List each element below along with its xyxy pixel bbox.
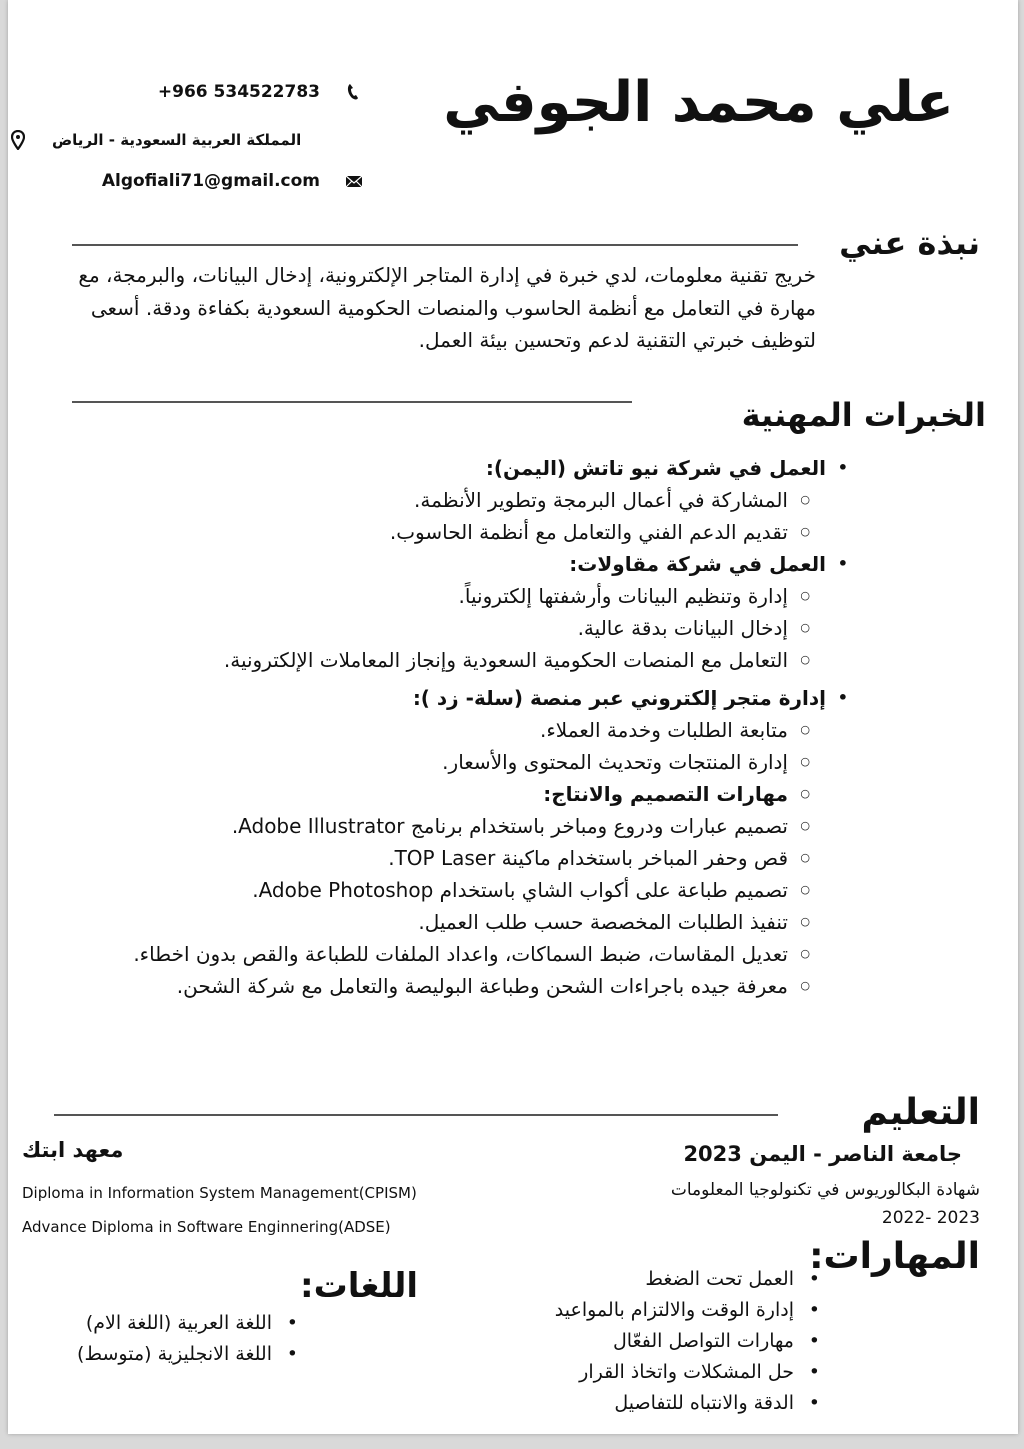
degree-years: 2023 -2022	[881, 1208, 980, 1228]
divider	[72, 244, 798, 246]
contact-email	[8, 171, 364, 191]
skill-item: • إدارة الوقت والالتزام بالمواعيد	[555, 1295, 820, 1326]
design-item: ○ تصميم عبارات ودروع ومباخر باستخدام برنامج Adobe Illustrator.	[128, 810, 810, 842]
skill-item: • مهارات التواصل الفعّال	[555, 1326, 820, 1357]
job-item: ○ المشاركة في أعمال البرمجة وتطوير الأنظمة.	[128, 484, 810, 516]
skill-item: • العمل تحت الضغط	[555, 1264, 820, 1295]
experience-heading: الخبرات المهنية	[741, 396, 986, 434]
language-item: • اللغة الانجليزية (متوسط)	[77, 1339, 298, 1370]
institute-name: معهد ابتك	[22, 1138, 124, 1162]
job-item: ○ متابعة الطلبات وخدمة العملاء.	[128, 714, 810, 746]
design-item: ○ معرفة جيده باجراءات الشحن وطباعة البوليصة والتعامل مع شركة الشحن.	[128, 970, 810, 1002]
candidate-name: علي محمد الجوفي	[443, 70, 954, 135]
phone-icon	[344, 82, 364, 102]
location-pin-icon	[8, 130, 28, 150]
education-heading: التعليم	[861, 1092, 980, 1133]
job-item: ○ إدخال البيانات بدقة عالية.	[128, 612, 810, 644]
design-item: ○ تصميم طباعة على أكواب الشاي باستخدام Adobe Photoshop.	[128, 874, 810, 906]
job-item: ○ إدارة المنتجات وتحديث المحتوى والأسعار.	[128, 746, 810, 778]
diploma: Diploma in Information System Management(CPISM)	[22, 1184, 417, 1202]
university-name: جامعة الناصر - اليمن 2023	[683, 1142, 962, 1166]
job-item: ○ تقديم الدعم الفني والتعامل مع أنظمة الحاسوب.	[128, 516, 810, 548]
languages-list	[77, 1308, 298, 1370]
envelope-icon	[344, 171, 364, 191]
job-title: • العمل في شركة نيو تاتش (اليمن):	[128, 452, 848, 484]
job-item: ○ إدارة وتنظيم البيانات وأرشفتها إلكترونياً.	[128, 580, 810, 612]
skills-list	[555, 1264, 820, 1419]
skill-item: • حل المشكلات واتخاذ القرار	[555, 1357, 820, 1388]
degree: شهادة البكالوريوس في تكنولوجيا المعلومات	[670, 1180, 980, 1200]
design-item: ○ تنفيذ الطلبات المخصصة حسب طلب العميل.	[128, 906, 810, 938]
phone-number: +966 534522783	[157, 82, 320, 102]
about-text: خريج تقنية معلومات، لدي خبرة في إدارة المتاجر الإلكترونية، إدخال البيانات، والبرمجة، مع مهارة في التعامل مع أنظمة الحاسوب والمنصات الحكومية السعودية بكفاءة ودقة. أسعى لتوظيف خبرتي التقنية لدعم وتحسين بيئة العمل.	[78, 263, 816, 352]
contact-location	[8, 130, 364, 150]
skill-item: • الدقة والانتباه للتفاصيل	[555, 1388, 820, 1419]
job-title: • إدارة متجر إلكتروني عبر منصة (سلة- زد ):	[128, 682, 848, 714]
design-item: ○ تعديل المقاسات، ضبط السماكات، واعداد الملفات للطباعة والقص بدون اخطاء.	[128, 938, 810, 970]
experience-list	[128, 452, 848, 1002]
skills-heading: المهارات:	[809, 1236, 980, 1277]
about-heading: نبذة عني	[839, 224, 980, 262]
job-item: ○ التعامل مع المنصات الحكومية السعودية وإنجاز المعاملات الإلكترونية.	[128, 644, 810, 676]
job-title: • العمل في شركة مقاولات:	[128, 548, 848, 580]
design-item: ○ قص وحفر المباخر باستخدام ماكينة TOP Laser.	[128, 842, 810, 874]
email-address: Algofiali71@gmail.com	[101, 171, 320, 191]
languages-heading: اللغات:	[299, 1266, 418, 1306]
design-subheading: ○ مهارات التصميم والانتاج:	[128, 778, 810, 810]
language-item: • اللغة العربية (اللغة الام)	[77, 1308, 298, 1339]
divider	[72, 401, 632, 403]
contact-phone	[8, 82, 364, 102]
resume-page	[8, 0, 1018, 1434]
diploma: Advance Diploma in Software Enginnering(ADSE)	[22, 1218, 391, 1236]
location-text: المملكة العربية السعودية - الرياض	[52, 131, 302, 149]
divider	[54, 1114, 778, 1116]
